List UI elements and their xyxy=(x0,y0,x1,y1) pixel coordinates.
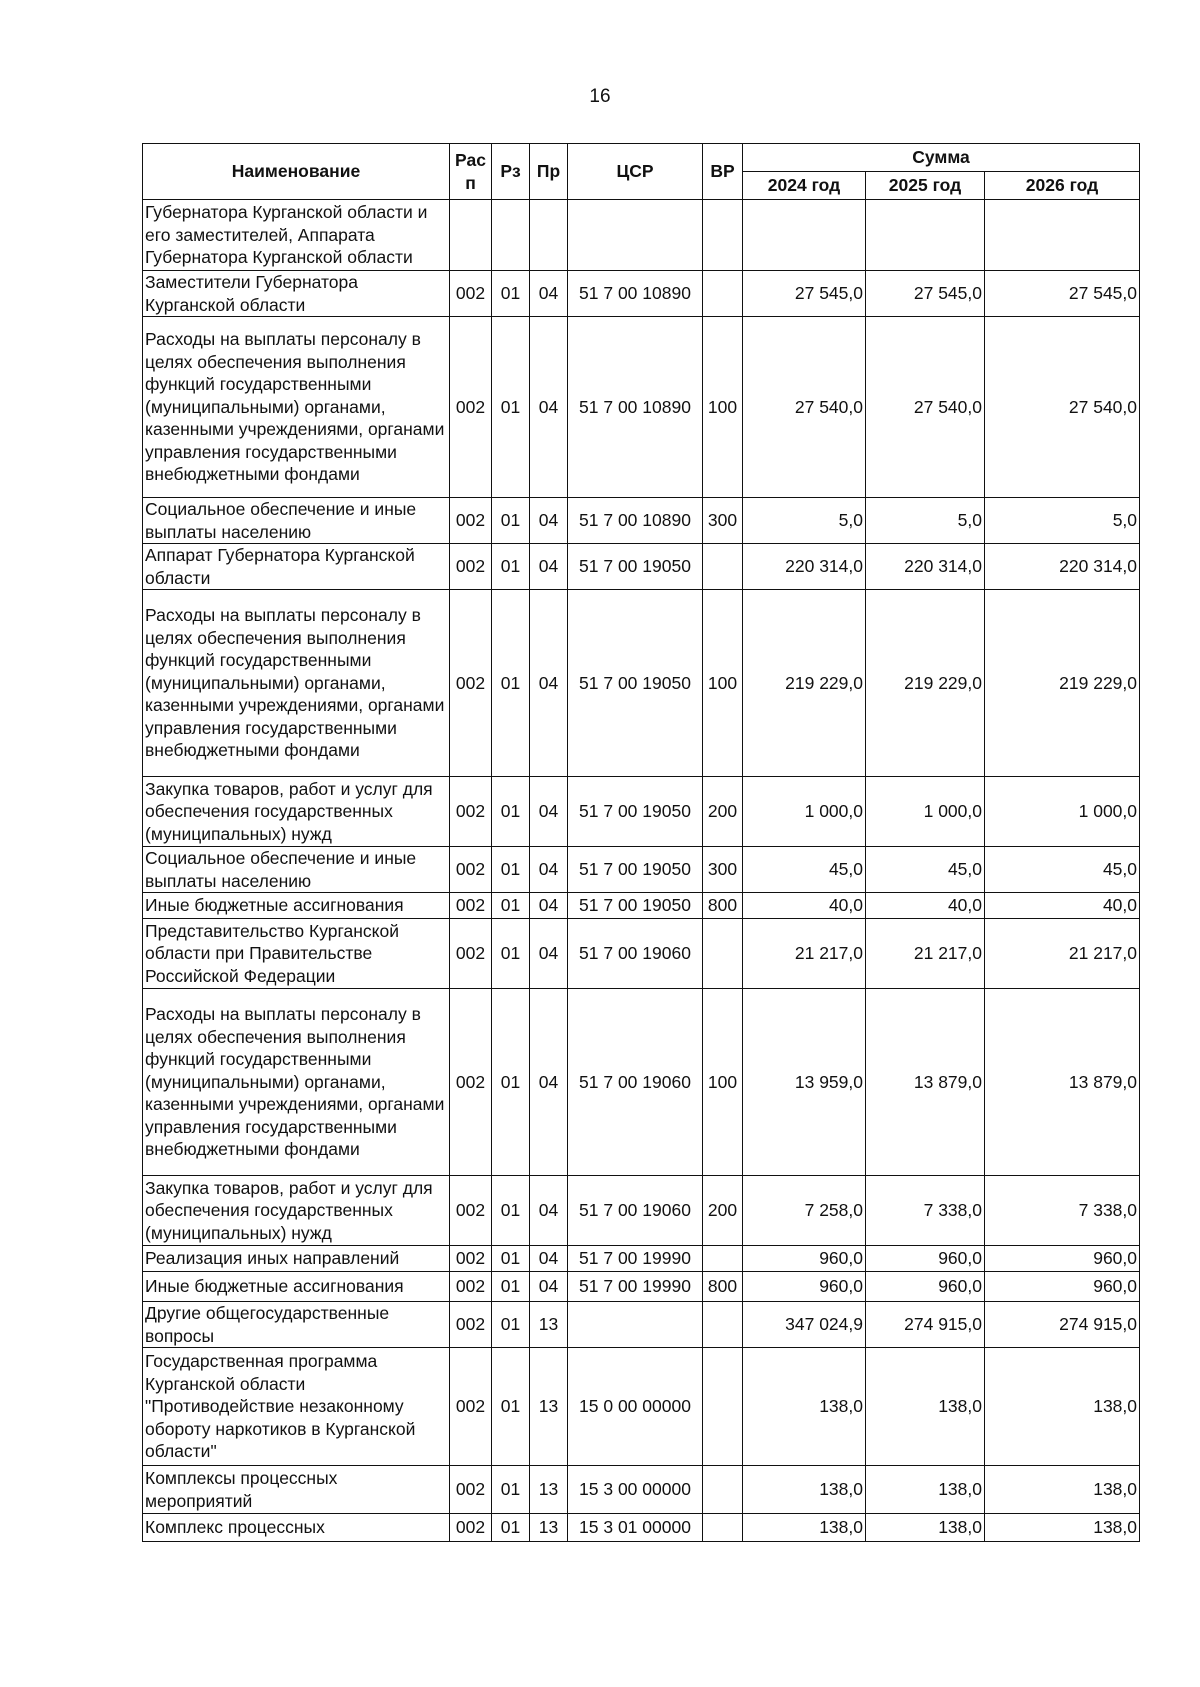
table-row xyxy=(143,847,1140,893)
row-name: Иные бюджетные ассигнования xyxy=(143,893,450,919)
table-row xyxy=(143,1348,1140,1466)
row-rz: 01 xyxy=(492,1466,530,1514)
row-sum-2025: 138,0 xyxy=(866,1348,985,1466)
row-sum-2024: 5,0 xyxy=(743,498,866,544)
row-vr: 800 xyxy=(703,893,743,919)
row-pr: 04 xyxy=(530,498,568,544)
row-vr xyxy=(703,919,743,989)
row-name: Губернатора Курганской области и его заместителей, Аппарата Губернатора Курганской области xyxy=(143,200,450,271)
row-rz: 01 xyxy=(492,1348,530,1466)
row-csr: 15 0 00 00000 xyxy=(568,1348,703,1466)
table-row xyxy=(143,317,1140,498)
row-rz: 01 xyxy=(492,1514,530,1542)
row-sum-2025: 45,0 xyxy=(866,847,985,893)
row-name: Заместители Губернатора Курганской области xyxy=(143,271,450,317)
row-pr: 04 xyxy=(530,1272,568,1302)
row-sum-2025: 27 540,0 xyxy=(866,317,985,498)
header-rz: Рз xyxy=(492,144,530,200)
row-rasp: 002 xyxy=(450,919,492,989)
row-sum-2024: 138,0 xyxy=(743,1348,866,1466)
row-sum-2026: 7 338,0 xyxy=(985,1176,1140,1246)
row-sum-2025: 1 000,0 xyxy=(866,777,985,847)
row-sum-2026: 5,0 xyxy=(985,498,1140,544)
row-name: Представительство Курганской области при Правительстве Российской Федерации xyxy=(143,919,450,989)
row-vr: 100 xyxy=(703,317,743,498)
row-rz: 01 xyxy=(492,271,530,317)
table-row xyxy=(143,1302,1140,1348)
table-row xyxy=(143,1176,1140,1246)
row-csr xyxy=(568,1302,703,1348)
row-vr xyxy=(703,200,743,271)
row-csr: 51 7 00 10890 xyxy=(568,498,703,544)
row-sum-2025: 138,0 xyxy=(866,1466,985,1514)
row-rz: 01 xyxy=(492,919,530,989)
row-vr: 100 xyxy=(703,989,743,1176)
row-sum-2024: 7 258,0 xyxy=(743,1176,866,1246)
header-name: Наименование xyxy=(143,144,450,200)
row-sum-2024 xyxy=(743,200,866,271)
table-row xyxy=(143,590,1140,777)
row-rasp: 002 xyxy=(450,498,492,544)
row-sum-2025: 7 338,0 xyxy=(866,1176,985,1246)
row-rasp: 002 xyxy=(450,1272,492,1302)
row-rz: 01 xyxy=(492,317,530,498)
row-rz: 01 xyxy=(492,989,530,1176)
row-csr: 51 7 00 19050 xyxy=(568,777,703,847)
row-pr: 13 xyxy=(530,1348,568,1466)
row-sum-2026: 27 540,0 xyxy=(985,317,1140,498)
row-sum-2024: 219 229,0 xyxy=(743,590,866,777)
row-name: Закупка товаров, работ и услуг для обеспечения государственных (муниципальных) нужд xyxy=(143,777,450,847)
row-name: Расходы на выплаты персоналу в целях обеспечения выполнения функций государственными (муниципальными) органами, казенными учреждениями, органами управления государственными внебюджетными фондами xyxy=(143,590,450,777)
row-name: Реализация иных направлений xyxy=(143,1246,450,1272)
row-sum-2024: 1 000,0 xyxy=(743,777,866,847)
row-pr: 04 xyxy=(530,544,568,590)
row-rz: 01 xyxy=(492,1302,530,1348)
header-pr: Пр xyxy=(530,144,568,200)
row-rz: 01 xyxy=(492,498,530,544)
row-pr: 04 xyxy=(530,847,568,893)
header-sum: Сумма xyxy=(743,144,1140,172)
row-name: Аппарат Губернатора Курганской области xyxy=(143,544,450,590)
row-pr: 04 xyxy=(530,590,568,777)
row-vr xyxy=(703,1348,743,1466)
row-vr: 200 xyxy=(703,777,743,847)
row-csr: 15 3 01 00000 xyxy=(568,1514,703,1542)
row-rasp: 002 xyxy=(450,1302,492,1348)
row-rasp xyxy=(450,200,492,271)
table-row xyxy=(143,498,1140,544)
row-sum-2024: 960,0 xyxy=(743,1272,866,1302)
row-name: Иные бюджетные ассигнования xyxy=(143,1272,450,1302)
row-rz: 01 xyxy=(492,777,530,847)
row-rasp: 002 xyxy=(450,544,492,590)
row-rz: 01 xyxy=(492,1246,530,1272)
row-sum-2025: 220 314,0 xyxy=(866,544,985,590)
row-rasp: 002 xyxy=(450,1466,492,1514)
row-rasp: 002 xyxy=(450,1246,492,1272)
header-vr: ВР xyxy=(703,144,743,200)
row-pr: 13 xyxy=(530,1514,568,1542)
row-sum-2026: 21 217,0 xyxy=(985,919,1140,989)
row-rasp: 002 xyxy=(450,590,492,777)
row-vr xyxy=(703,1246,743,1272)
row-name: Комплексы процессных мероприятий xyxy=(143,1466,450,1514)
row-rasp: 002 xyxy=(450,317,492,498)
row-rasp: 002 xyxy=(450,1176,492,1246)
row-rz: 01 xyxy=(492,893,530,919)
row-pr: 04 xyxy=(530,1246,568,1272)
table-row xyxy=(143,1466,1140,1514)
row-name: Расходы на выплаты персоналу в целях обеспечения выполнения функций государственными (муниципальными) органами, казенными учреждениями, органами управления государственными внебюджетными фондами xyxy=(143,989,450,1176)
row-sum-2026 xyxy=(985,200,1140,271)
row-sum-2025 xyxy=(866,200,985,271)
row-pr xyxy=(530,200,568,271)
row-sum-2026: 13 879,0 xyxy=(985,989,1140,1176)
row-sum-2024: 13 959,0 xyxy=(743,989,866,1176)
table-row xyxy=(143,1514,1140,1542)
row-csr: 51 7 00 19990 xyxy=(568,1272,703,1302)
row-rasp: 002 xyxy=(450,989,492,1176)
row-sum-2025: 40,0 xyxy=(866,893,985,919)
table-row xyxy=(143,893,1140,919)
header-year-2026: 2026 год xyxy=(985,172,1140,200)
row-rz xyxy=(492,200,530,271)
row-sum-2026: 1 000,0 xyxy=(985,777,1140,847)
row-sum-2024: 21 217,0 xyxy=(743,919,866,989)
row-vr: 100 xyxy=(703,590,743,777)
row-csr: 51 7 00 19060 xyxy=(568,1176,703,1246)
row-csr xyxy=(568,200,703,271)
row-sum-2025: 960,0 xyxy=(866,1246,985,1272)
row-sum-2024: 138,0 xyxy=(743,1466,866,1514)
row-csr: 51 7 00 19990 xyxy=(568,1246,703,1272)
row-vr: 300 xyxy=(703,847,743,893)
row-pr: 13 xyxy=(530,1302,568,1348)
row-sum-2026: 960,0 xyxy=(985,1246,1140,1272)
row-sum-2026: 220 314,0 xyxy=(985,544,1140,590)
row-rasp: 002 xyxy=(450,271,492,317)
table-row xyxy=(143,544,1140,590)
row-csr: 51 7 00 10890 xyxy=(568,271,703,317)
table-row xyxy=(143,1246,1140,1272)
row-sum-2026: 45,0 xyxy=(985,847,1140,893)
row-vr: 800 xyxy=(703,1272,743,1302)
table-row xyxy=(143,1272,1140,1302)
row-csr: 15 3 00 00000 xyxy=(568,1466,703,1514)
row-name: Другие общегосударственные вопросы xyxy=(143,1302,450,1348)
row-sum-2025: 219 229,0 xyxy=(866,590,985,777)
row-sum-2024: 960,0 xyxy=(743,1246,866,1272)
row-sum-2024: 40,0 xyxy=(743,893,866,919)
row-csr: 51 7 00 19050 xyxy=(568,590,703,777)
row-vr xyxy=(703,1514,743,1542)
row-name: Комплекс процессных xyxy=(143,1514,450,1542)
header-year-2025: 2025 год xyxy=(866,172,985,200)
row-rz: 01 xyxy=(492,1176,530,1246)
row-sum-2024: 27 545,0 xyxy=(743,271,866,317)
row-sum-2024: 27 540,0 xyxy=(743,317,866,498)
table-row xyxy=(143,271,1140,317)
row-sum-2025: 138,0 xyxy=(866,1514,985,1542)
row-csr: 51 7 00 19060 xyxy=(568,989,703,1176)
row-name: Закупка товаров, работ и услуг для обеспечения государственных (муниципальных) нужд xyxy=(143,1176,450,1246)
row-vr xyxy=(703,1302,743,1348)
row-rasp: 002 xyxy=(450,1514,492,1542)
row-vr: 300 xyxy=(703,498,743,544)
row-pr: 04 xyxy=(530,777,568,847)
row-pr: 04 xyxy=(530,317,568,498)
row-vr xyxy=(703,544,743,590)
row-sum-2024: 347 024,9 xyxy=(743,1302,866,1348)
row-sum-2026: 40,0 xyxy=(985,893,1140,919)
row-rasp: 002 xyxy=(450,1348,492,1466)
row-sum-2025: 27 545,0 xyxy=(866,271,985,317)
table-row xyxy=(143,777,1140,847)
table-header xyxy=(143,144,1140,200)
row-pr: 13 xyxy=(530,1466,568,1514)
row-sum-2024: 45,0 xyxy=(743,847,866,893)
row-sum-2026: 219 229,0 xyxy=(985,590,1140,777)
row-name: Социальное обеспечение и иные выплаты населению xyxy=(143,498,450,544)
row-sum-2025: 274 915,0 xyxy=(866,1302,985,1348)
row-sum-2026: 27 545,0 xyxy=(985,271,1140,317)
row-sum-2026: 274 915,0 xyxy=(985,1302,1140,1348)
row-rasp: 002 xyxy=(450,847,492,893)
row-csr: 51 7 00 19060 xyxy=(568,919,703,989)
row-sum-2025: 960,0 xyxy=(866,1272,985,1302)
row-csr: 51 7 00 19050 xyxy=(568,544,703,590)
header-rasp: Рас п xyxy=(450,144,492,200)
row-pr: 04 xyxy=(530,1176,568,1246)
budget-table xyxy=(142,143,1140,1542)
page-number: 16 xyxy=(589,86,611,107)
row-sum-2025: 21 217,0 xyxy=(866,919,985,989)
row-sum-2025: 5,0 xyxy=(866,498,985,544)
table-row xyxy=(143,989,1140,1176)
row-csr: 51 7 00 19050 xyxy=(568,847,703,893)
row-sum-2026: 138,0 xyxy=(985,1514,1140,1542)
row-name: Социальное обеспечение и иные выплаты населению xyxy=(143,847,450,893)
row-pr: 04 xyxy=(530,271,568,317)
table-row xyxy=(143,919,1140,989)
row-vr xyxy=(703,271,743,317)
row-csr: 51 7 00 19050 xyxy=(568,893,703,919)
table-row xyxy=(143,200,1140,271)
row-sum-2024: 138,0 xyxy=(743,1514,866,1542)
row-pr: 04 xyxy=(530,893,568,919)
header-csr: ЦСР xyxy=(568,144,703,200)
row-name: Государственная программа Курганской области "Противодействие незаконному обороту наркотиков в Курганской области" xyxy=(143,1348,450,1466)
row-rasp: 002 xyxy=(450,777,492,847)
row-name: Расходы на выплаты персоналу в целях обеспечения выполнения функций государственными (муниципальными) органами, казенными учреждениями, органами управления государственными внебюджетными фондами xyxy=(143,317,450,498)
table-body xyxy=(143,200,1140,1542)
row-sum-2026: 138,0 xyxy=(985,1466,1140,1514)
row-csr: 51 7 00 10890 xyxy=(568,317,703,498)
row-rz: 01 xyxy=(492,1272,530,1302)
row-pr: 04 xyxy=(530,919,568,989)
row-pr: 04 xyxy=(530,989,568,1176)
row-sum-2026: 960,0 xyxy=(985,1272,1140,1302)
row-rz: 01 xyxy=(492,847,530,893)
row-vr xyxy=(703,1466,743,1514)
row-rz: 01 xyxy=(492,590,530,777)
row-rz: 01 xyxy=(492,544,530,590)
row-sum-2025: 13 879,0 xyxy=(866,989,985,1176)
row-rasp: 002 xyxy=(450,893,492,919)
row-vr: 200 xyxy=(703,1176,743,1246)
header-year-2024: 2024 год xyxy=(743,172,866,200)
row-sum-2024: 220 314,0 xyxy=(743,544,866,590)
row-sum-2026: 138,0 xyxy=(985,1348,1140,1466)
